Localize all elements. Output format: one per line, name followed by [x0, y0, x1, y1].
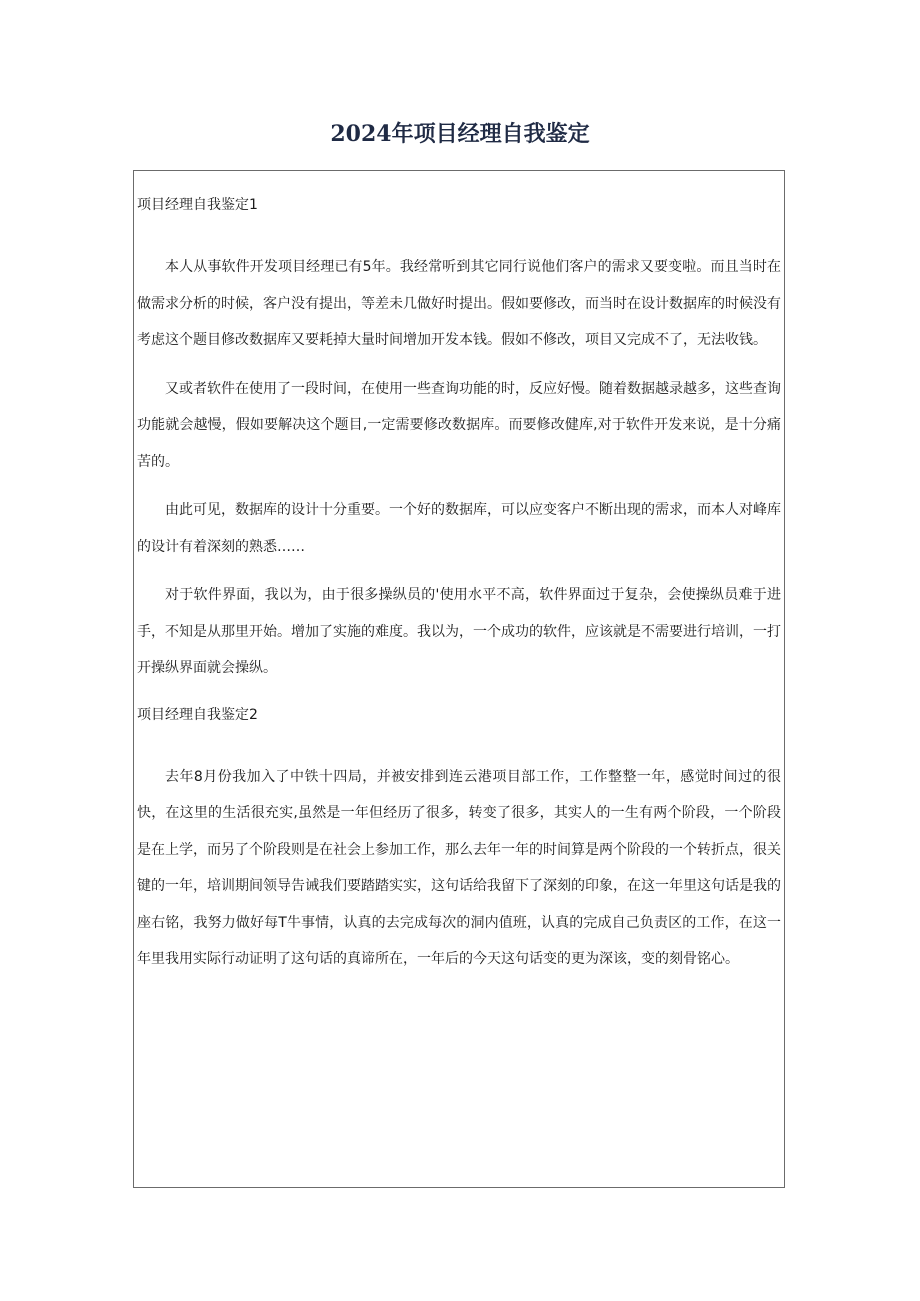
section-heading: 项目经理自我鉴定1 — [137, 197, 258, 213]
paragraph: 对于软件界面，我以为，由于很多操纵员的'使用水平不高，软件界面过于复杂，会使操纵员难于进手，不知是从那里开始。增加了实施的难度。我以为，一个成功的软件，应该就是不需要进行培训，一打开操纵界面就会操纵。 — [137, 587, 781, 676]
document-body-frame — [133, 170, 785, 1188]
paragraph: 由此可见，数据库的设计十分重要。一个好的数据库，可以应变客户不断出现的需求，而本人对峰库的设计有着深刻的熟悉…… — [137, 502, 781, 555]
document-content — [137, 185, 781, 978]
paragraph: 去年8月份我加入了中铁十四局，并被安排到连云港项目部工作，工作整整一年，感觉时间过的很快，在这里的生活很充实,虽然是一年但经历了很多，转变了很多，其实人的一生有两个阶段，一个阶段是在上学，而另了个阶段则是在社会上参加工作，那么去年一年的时间算是两个阶段的一个转折点，很关键的一年，培训期间领导告诫我们要踏踏实实，这句话给我留下了深刻的印象，在这一年里这句话是我的座右铭，我努力做好每T牛事情，认真的去完成每次的洞内值班，认真的完成自己负责区的工作，在这一年里我用实际行动证明了这句话的真谛所在，一年后的今天这句话变的更为深该，变的刻骨铭心。 — [137, 768, 781, 967]
document-title: 2024年项目经理自我鉴定 — [330, 121, 590, 147]
paragraph: 本人从事软件开发项目经理已有5年。我经常听到其它同行说他们客户的需求又要变啦。而且当时在做需求分析的时候，客户没有提出，等差未几做好时提出。假如要修改，而当时在设计数据库的时候没有考虑这个题目修改数据库又要耗掉大量时间增加开发本钱。假如不修改，项目又完成不了，无法收钱。 — [137, 259, 781, 348]
section-heading: 项目经理自我鉴定2 — [137, 706, 258, 723]
paragraph: 又或者软件在使用了一段时间，在使用一些查询功能的时，反应好慢。随着数据越录越多，这些查询功能就会越慢，假如要解决这个题目,一定需要修改数据库。而要修改健库,对于软件开发来说，是十分痛苦的。 — [137, 380, 781, 470]
